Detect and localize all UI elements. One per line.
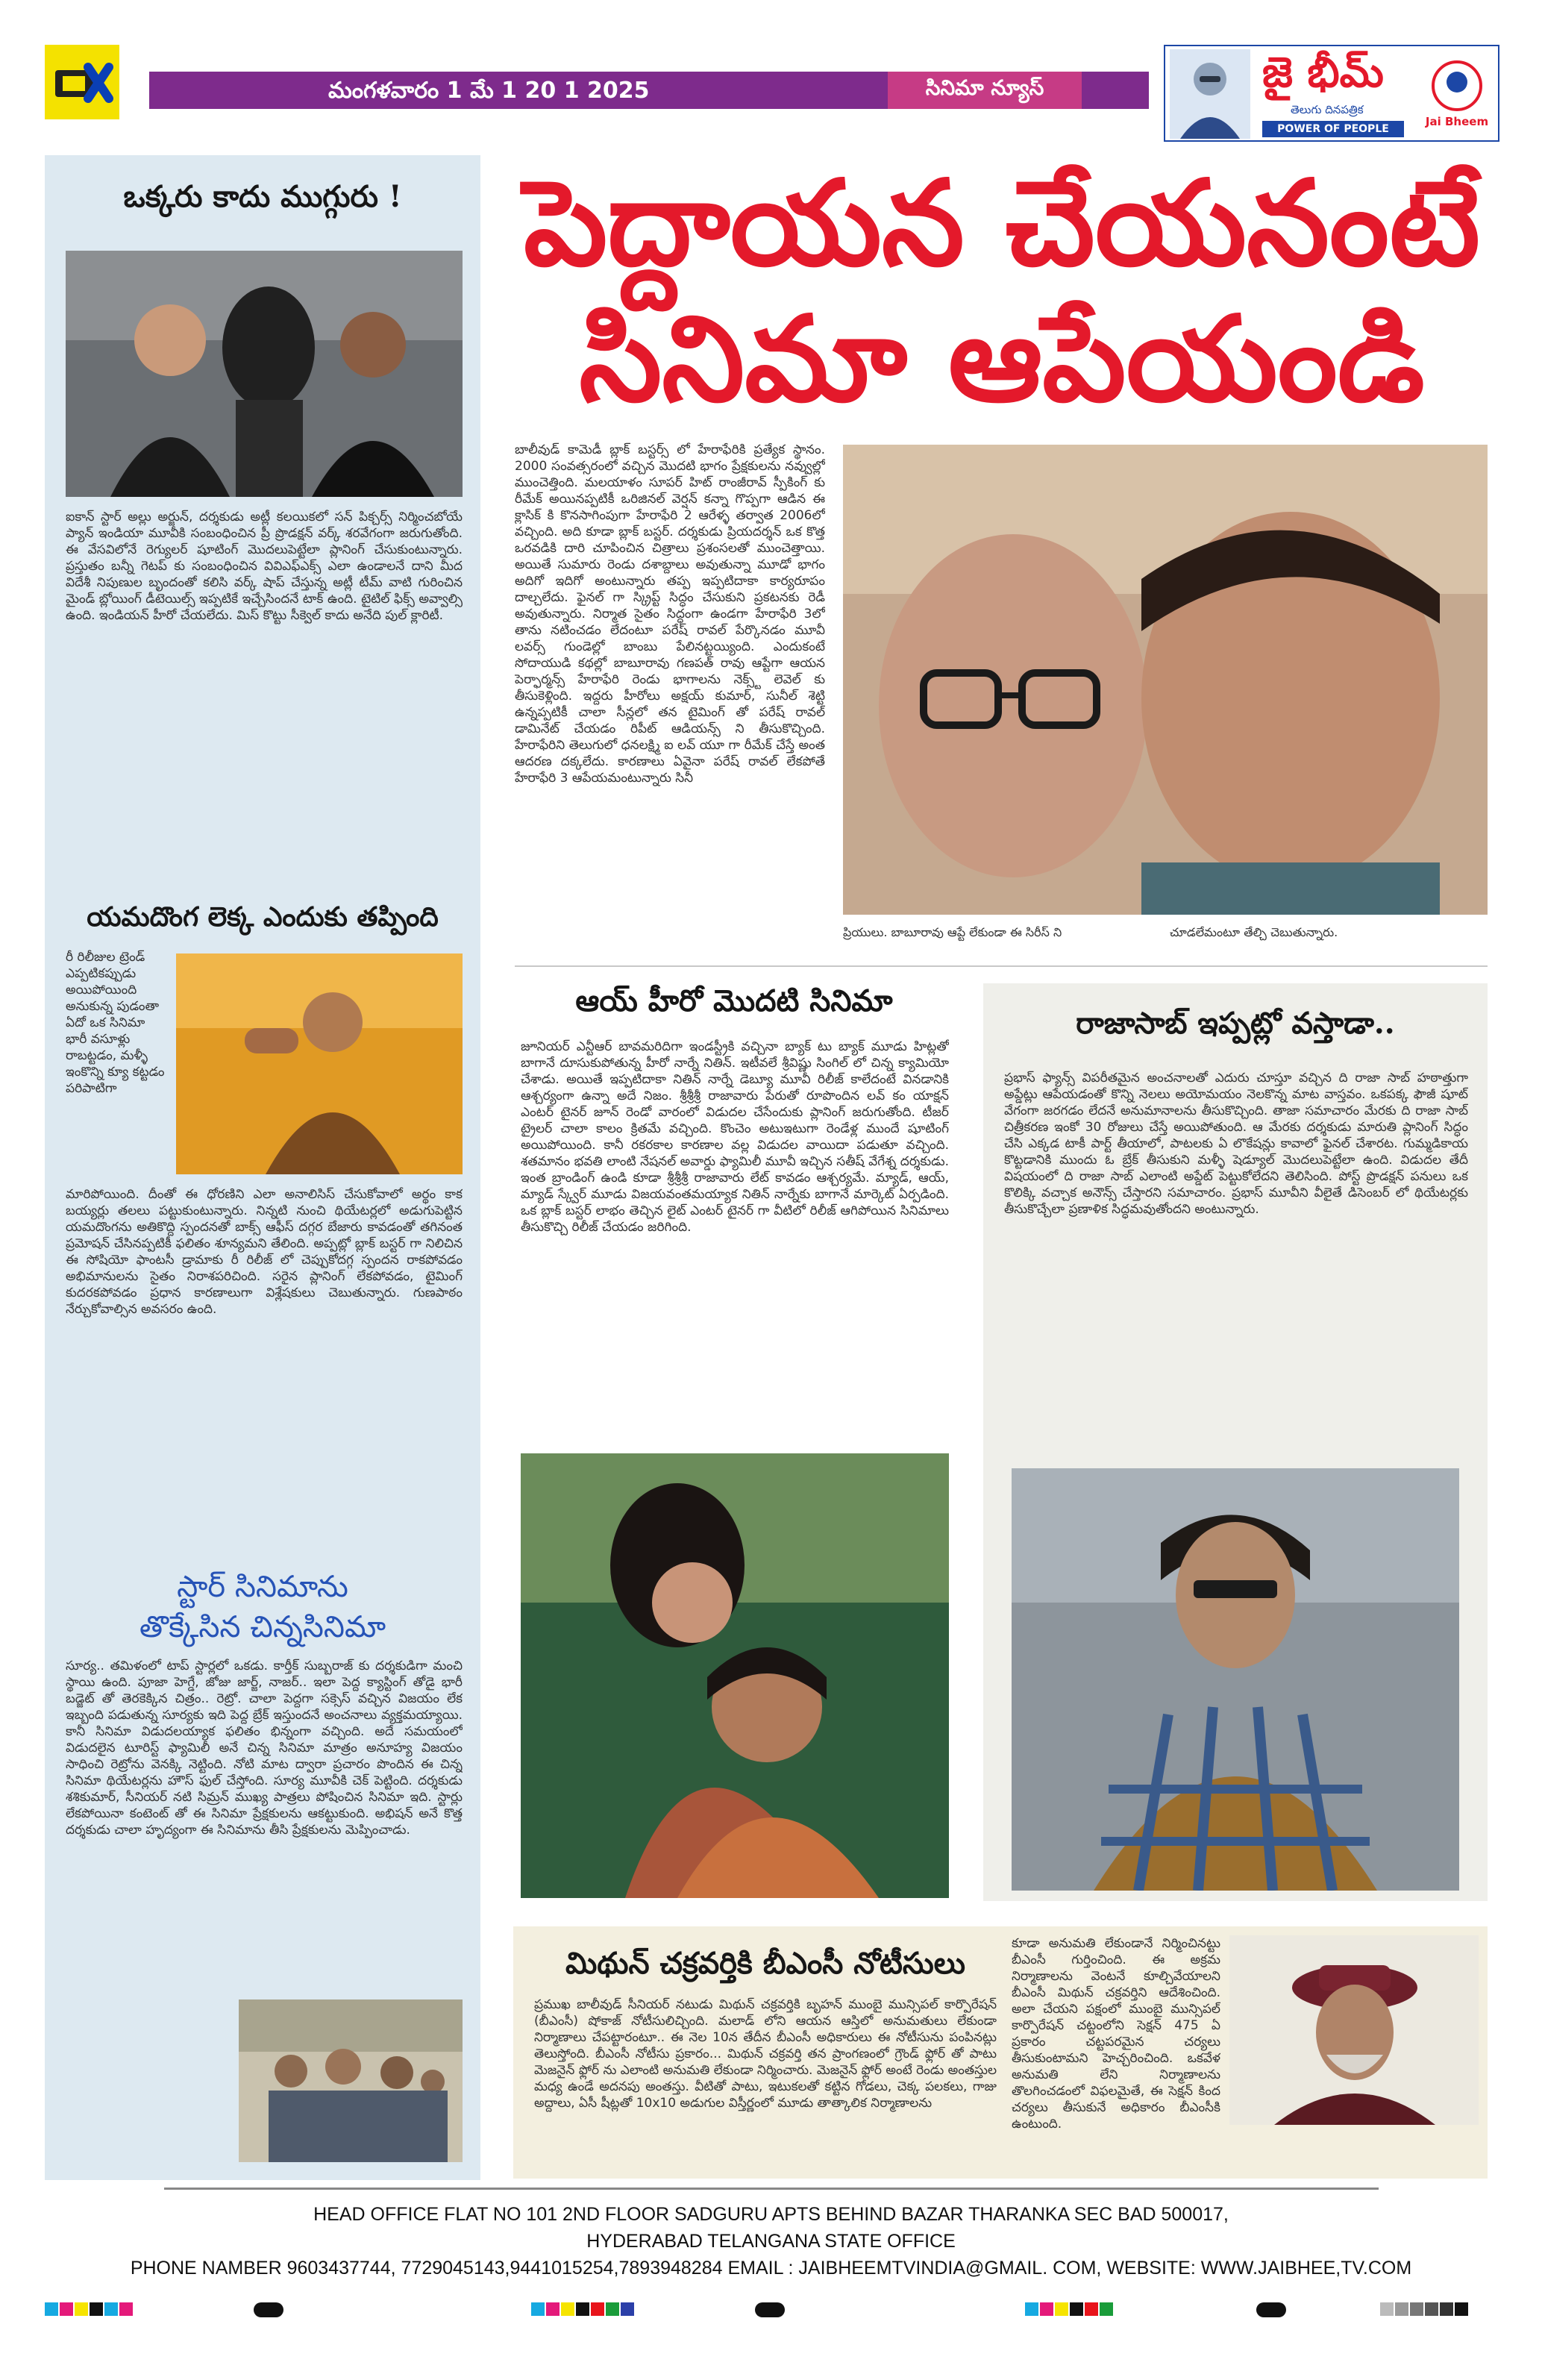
date-bar: [149, 72, 1149, 109]
story3-title-line1: స్టార్ సినిమాను: [177, 1570, 348, 1604]
footer-rule: [164, 2188, 1379, 2190]
story1-photo: [66, 251, 463, 497]
main-article-body: బాలీవుడ్ కామెడీ బ్లాక్ బస్టర్స్ లో హేరాఫేరికి ప్రత్యేక స్థానం. 2000 సంవత్సరంలో వచ్చిన మొదటి భాగం ప్రేక్షకులను నవ్వుల్లో ముంచెత్తింది. మలయాళం సూపర్ హిట్ రాంజీరావ్ స్పీకింగ్ కు రీమేక్ అయినప్పటికీ ఒరిజినల్ వెర్షన్ కన్నా గొప్పగా ఆడిన ఈ క్లాసిక్ కి కొనసాగింపుగా హేరాఫేరి 2 ఆరేళ్ళ తర్వాత 2006లో వచ్చింది. అది కూడా బ్లాక్ బస్టర్. దర్శకుడు ప్రియదర్శన్ ఒక కొత్త ఒరవడికి దారి చూపించిన చిత్రాలు ప్రశంసలతో ముంచెత్తాయి. అయితే సుమారు రెండు దశాబ్దాలు అవుతున్నా మూడో భాగం అదిగో ఇదిగో అంటున్నారు తప్ప ఇప్పటిదాకా కార్యరూపం దాల్చలేదు. ఫైనల్ గా స్క్రిప్ట్ సిద్ధం చేసుకుని ప్రకటనకు రెడీ అవుతున్నారు. నిర్మాత సైతం సిద్ధంగా ఉండగా హేరాఫేరి 3లో తాను నటించడం లేదంటూ పరేష్ రావల్ పేర్కొనడం మూవీ లవర్స్ గుండెల్లో బాంబు పేలినట్టయ్యింది. ఎందుకంటే సోదాయుడి కథల్లో బాబూరావు గణపత్ రావు ఆప్టేగా ఆయన పెర్ఫార్మన్స్ హేరాఫేరి రెండు భాగాలను నెక్స్ట్ లెవెల్ కు తీసుకెళ్లింది. ఇద్దరు హీరోలు అక్షయ్ కుమార్, సునీల్ శెట్టి ఉన్నప్పటికీ చాలా సీన్లలో తన టైమింగ్ తో పరేష్ రావల్ డామినేట్ చేయడం రిపీట్ ఆడియన్స్ ని తీసుకొచ్చింది. హేరాఫేరిని తెలుగులో ధనలక్ష్మి ఐ లవ్ యూ గా రీమేక్ చేస్తే అంత ఆదరణ దక్కలేదు. కారణాలు ఏవైనా పరేష్ రావల్ లేకపోతే హేరాఫేరి 3 ఆపేయమంటున్నారు సినీ: [515, 442, 825, 786]
story1-title: ఒక్కరు కాదు ముగ్గురు !: [123, 179, 402, 214]
right-article-body: ప్రభాస్ ఫ్యాన్స్ విపరీతమైన అంచనాలతో ఎదురు చూస్తూ వచ్చిన ది రాజా సాబ్ హఠాత్తుగా అప్డేట్లు ఆపేయడంతో కొన్ని నెలలు అయోమయం నెలకొన్న మాట వాస్తవం. ఒకపక్క ఫౌజీ షూట్ వేగంగా జరగడం లేదనే అనుమానాలను తీసుకొచ్చింది. తాజా సమాచారం మేరకు ది రాజా సాబ్ చిత్రీకరణ ఇంకో 30 రోజులు చేస్తే అయిపోతుంది. ఆ మేరకు దర్శకుడు మారుతి ప్లానింగ్ సిద్ధం చేసి ఎక్కడ టాకీ పార్ట్ తీయాలో, పాటలకు ఏ లొకేషన్లు కావాలో ఫైనల్ చేశారట. గుమ్మడికాయ కొట్టడానికి ముందు ఓ బ్రేక్ తీసుకుని మళ్ళీ షెడ్యూల్ మొదలుపెట్టేలా ఉంది. విడుదల తేదీ విషయంలో ది రాజా సాబ్ ఎలాంటి అప్డేట్ పెట్టుకోలేదని తెలిసింది. పోస్ట్ ప్రొడక్షన్ పనులు ఒక కొలిక్కి వచ్చాక అనౌన్స్ చేస్తారని సమాచారం. ప్రభాస్ మూవీని వీలైతే డిసెంబర్ లో థియేటర్లకు తీసుకొచ్చేలా ప్రణాళిక సిద్ధమవుతోందని అంటున్నారు.: [1004, 1071, 1468, 1217]
jai-bheem-emblem-icon: [1431, 60, 1483, 112]
brand-name: జై భీమ్: [1262, 48, 1384, 97]
registration-pill-3: [1256, 2302, 1286, 2317]
brand-tagline: తెలుగు దినపత్రిక: [1291, 103, 1364, 116]
main-headline-line1: పెద్దాయన చేయనంటే: [523, 154, 1481, 292]
section-divider: [515, 965, 1488, 967]
story3-photo: [239, 1999, 463, 2162]
story1-body: ఐకాన్ స్టార్ అల్లు అర్జున్, దర్శకుడు అట్లీ కలయికలో సన్ పిక్చర్స్ నిర్మించబోయే ప్యాన్ ఇండియా మూవీకి సంబంధించిన ప్రీ ప్రొడక్షన్ వర్క్ శరవేగంగా జరుగుతోంది. ఈ వేసవిలోనే రెగ్యులర్ షూటింగ్ మొదలుపెట్టేలా ప్లానింగ్ చేసుకుంటున్నారు. ప్రస్తుతం బన్నీ గెటప్ కు సంబంధించిన వివిఎఫ్ఎక్స్ ఎలా ఉండాలనే దాని మీద విదేశీ నిపుణుల బృందంతో కలిసి వర్క్ షాప్ చేస్తున్న అట్లీ టీమ్ వాటి గురించిన మైండ్ బ్లోయింగ్ డీటెయిల్స్ ఇప్పటికే ఇచ్చేసిందనే టాక్ ఉంది. టైటిల్ ఫిక్స్ అవ్వాల్సి ఉంది. ఇండియన్ హీరో చేయలేదు. మిస్ కొట్టు సీక్వెల్ కాదు అనేది పుల్ క్లారిటీ.: [66, 510, 463, 623]
footer-contact-line: PHONE NAMBER 9603437744, 7729045143,9441015254,7893948284 EMAIL : JAIBHEEMTVINDIA@GMAIL. COM, WEBSITE: WWW.JAIBHEE,TV.COM: [130, 2258, 1412, 2279]
ambedkar-portrait-icon: [1170, 49, 1250, 139]
bottom-article-body-right: కూడా అనుమతి లేకుండానే నిర్మించినట్టు బీఎంసీ గుర్తించింది. ఈ అక్రమ నిర్మాణాలను వెంటనే కూల్చివేయాలని బీఎంసీ మిథున్ చక్రవర్తిని ఆదేశించింది. అలా చేయని పక్షంలో ముంబై మున్సిపల్ కార్పొరేషన్ చట్టంలోని సెక్షన్ 475 ఏ ప్రకారం చట్టపరమైన చర్యలు తీసుకుంటామని హెచ్చరించింది. ఒకవేళ అనుమతి లేని నిర్మాణాలను తొలగించడంలో విఫలమైతే, ఈ సెక్షన్ కింద చర్యలు తీసుకునే అధికారం బీఎంసీకి ఉంటుంది.: [1012, 1936, 1220, 2132]
main-headline-line2: సినిమా ఆపేయండి: [579, 290, 1425, 428]
footer-address-line1: HEAD OFFICE FLAT NO 101 2ND FLOOR SADGURU APTS BEHIND BAZAR THARANKA SEC BAD 500017,: [313, 2204, 1229, 2225]
registration-pill-2: [755, 2302, 785, 2317]
story2-body: మారిపోయింది. దీంతో ఈ ధోరణిని ఎలా అనాలిసిస్ చేసుకోవాలో అర్థం కాక బయ్యర్లు తలలు పట్టుకుంటున్నారు. నిన్నటి నుంచి థియేటర్లలో అడుగుపెట్టిన యమదొంగను అతికొద్ది స్పందనతో బాక్స్ ఆఫీస్ దగ్గర బేజారు కావడంతో తగినంత ప్రమోషన్ చేసినప్పటికీ ఫలితం శూన్యమని తేలింది. అప్పట్లో బ్లాక్ బస్టర్ గా నిలిచిన ఈ సోషియో ఫాంటసీ డ్రామాకు రీ రిలీజ్ లో చెప్పుకోదగ్గ స్పందన రాకపోవడం అభిమానులను సైతం నిరాశపరిచింది. సరైన ప్లానింగ్ లేకపోవడం, టైమింగ్ కుదరకపోవడం ప్రధాన కారణాలుగా విశ్లేషకులు చెబుతున్నారు. గుణపాఠం నేర్చుకోవాల్సిన అవసరం ఉంది.: [66, 1187, 463, 1317]
center-article-title: ఆయ్ హీరో మొదటి సినిమా: [575, 983, 893, 1018]
section-tag: సినిమా న్యూస్: [888, 72, 1082, 109]
story2-photo: [176, 953, 463, 1174]
main-article-photo: [843, 445, 1488, 915]
footer-address-line2: HYDERABAD TELANGANA STATE OFFICE: [586, 2231, 956, 2252]
story2-body-wrap: రీ రిలీజుల ట్రెండ్ ఎప్పటికప్పుడు అయిపోయింది అనుకున్న పుడంతా ఏదో ఒక సినిమా భారీ వసూళ్లు రాబట్టడం, మళ్ళీ ఇంకొన్ని క్యూ కట్టడం పరిపాటిగా: [66, 950, 165, 1096]
issue-date: మంగళవారం 1 మే 1 20 1 2025: [328, 78, 650, 104]
center-article-body: జూనియర్ ఎన్టీఆర్ బావమరిదిగా ఇండస్ట్రీకి వచ్చినా బ్యాక్ టు బ్యాక్ మూడు హిట్లతో బాగానే దూసుకుపోతున్న హీరో నార్నే నితిన్. ఇటీవలే శ్రీవిష్ణు సింగిల్ లో చిన్న క్యామియో చేశాడు. అయితే ఇప్పటిదాకా నితిన్ నార్నే డెబ్యూ మూవీ రిలీజ్ కాలేదంటే వినడానికి ఆశ్చర్యంగా ఉన్నా అదే నిజం. శ్రీశ్రీశ్రీ రాజావారు పేరుతో రూపొందిన లవ్ కం యాక్షన్ ఎంటర్ టైనర్ జూన్ రెండో వారంలో విడుదల చేసేందుకు ప్లానింగ్ జరుగుతోంది. టీజర్ ట్రైలర్ చాలా కాలం క్రితమే వచ్చింది. కొంచెం అటుఇటుగా రెండేళ్ల ముందే షూటింగ్ అయిపోయింది. కానీ రకరకాల కారణాల వల్ల విడుదల వాయిదా పడుతూ వచ్చింది. శతమానం భవతి లాంటి నేషనల్ అవార్డు ఫ్యామిలీ మూవీ ఇచ్చిన సతీష్ వేగేశ్న దర్శకుడు. ఇంత బ్రాండింగ్ ఉండి కూడా శ్రీశ్రీశ్రీ రాజావారు లేట్ కావడం ఆశ్చర్యమే. మ్యాడ్, ఆయ్, మ్యాడ్ స్క్వేర్ మూడు విజయవంతమయ్యాక నితిన్ నార్నేకు బాగానే మార్కెట్ ఏర్పడింది. ఒక బ్లాక్ బస్టర్ లాభం తెచ్చిన లైట్ ఎంటర్ టైనర్ గా వీటిలో రిలీజ్ ఆగిపోయిన సినిమాలు తీసుకొచ్చి రిలీజ్ చేయడం జరిగింది.: [521, 1039, 949, 1235]
brand-logo-text: Jai Bheem: [1425, 115, 1489, 128]
registration-strip-4: [1380, 2302, 1499, 2317]
registration-strip-1: [45, 2302, 157, 2317]
story2-title: యమదొంగ లెక్క ఎందుకు తప్పింది: [87, 901, 439, 933]
registration-strip-3: [1025, 2302, 1159, 2317]
main-caption-left: ప్రియులు. బాబూరావు ఆప్టే లేకుండా ఈ సిరీస్ ని: [843, 925, 1062, 939]
main-caption-right: చూడలేమంటూ తేల్చి చెబుతున్నారు.: [1170, 925, 1338, 939]
brand-masthead: [1164, 45, 1499, 142]
registration-strip-2: [531, 2302, 665, 2317]
paper-logo: [45, 45, 119, 119]
bottom-article-body-left: ప్రముఖ బాలీవుడ్ సీనియర్ నటుడు మిథున్ చక్రవర్తికి బృహన్ ముంబై మున్సిపల్ కార్పొరేషన్ (బీఎంసీ) షోకాజ్ నోటీసులిచ్చింది. మలాడ్ లోని ఆయన ఆస్తిలో అనుమతులు లేకుండా నిర్మాణాలు చేపట్టారంటూ.. ఈ నెల 10న తేదీన బీఎంసీ అధికారులు ఈ నోటీసును పంపినట్లు తెలుస్తోంది. బీఎంసీ నోటీసు ప్రకారం... మిథున్ చక్రవర్తి తన ప్రాంగణంలో గ్రౌండ్ ఫ్లోర్ తో పాటు మెజనైన్ ఫ్లోర్ ను ఎలాంటి అనుమతి లేకుండా నిర్మించారు. మెజనైన్ ఫ్లోర్ అంటే రెండు అంతస్తుల మధ్య ఉండే అదనపు అంతస్తు. వీటితో పాటు, ఇటుకలతో కట్టిన గోడలు, చెక్క పలకలు, గాజు అద్దాలు, ఏసీ షీట్లతో 10x10 అడుగుల విస్తీర్ణంలో మూడు తాత్కాలిక నిర్మాణాలను: [534, 1997, 997, 2111]
story3-title-line2: తొక్కేసిన చిన్నసినిమా: [139, 1610, 386, 1644]
right-article-title: రాజాసాబ్ ఇప్పట్లో వస్తాడా..: [1076, 1006, 1395, 1041]
bottom-article-title: మిథున్ చక్రవర్తికి బీఎంసీ నోటీసులు: [565, 1946, 965, 1981]
brand-slogan: POWER OF PEOPLE: [1262, 121, 1404, 137]
registration-pill-1: [254, 2302, 283, 2317]
story3-title: [45, 1567, 480, 1647]
bottom-article-photo: [1229, 1935, 1479, 2125]
story3-body: సూర్య.. తమిళంలో టాప్ స్టార్లలో ఒకడు. కార్తీక్ సుబ్బరాజ్ కు దర్శకుడిగా మంచి స్థాయి ఉంది. పూజా హెగ్డే, జోజు జార్జ్, నాజర్.. ఇలా పెద్ద క్యాస్టింగ్ తోడై భారీ బడ్జెట్ తో తెరకెక్కిన చిత్రం.. రెట్రో. చాలా పెద్దగా సక్సెస్ వచ్చిన విజయం లేక ఇబ్బంది పడుతున్న సూర్యకు ఇది పెద్ద బ్రేక్ ఇస్తుందనే అంచనాలు వ్యక్తమయ్యాయి. కానీ సినిమా విడుదలయ్యాక ఫలితం భిన్నంగా వచ్చింది. అదే సమయంలో విడుదలైన టూరిస్ట్ ఫ్యామిలీ అనే చిన్న సినిమా మాత్రం అనూహ్య విజయం సాధించి రెట్రోను వెనక్కి నెట్టింది. నోటి మాట ద్వారా ప్రచారం పొందిన ఈ చిన్న సినిమా థియేటర్లను హౌస్ ఫుల్ చేస్తోంది. సూర్య మూవీకి చెక్ పెట్టింది. దర్శకుడు శశికుమార్, సీనియర్ నటి సిమ్రన్ ముఖ్య పాత్రలు పోషించిన సినిమా ఇది. స్టార్లు లేకపోయినా కంటెంట్ తో ఈ సినిమా ప్రేక్షకులను ఆకట్టుకుంది. అభిషన్ అనే కొత్త దర్శకుడు చాలా హృద్యంగా ఈ సినిమాను తీసి ప్రేక్షకులను మెప్పించాడు.: [66, 1659, 463, 1838]
center-article-photo: [521, 1453, 949, 1898]
right-article-photo: [1012, 1468, 1459, 1891]
